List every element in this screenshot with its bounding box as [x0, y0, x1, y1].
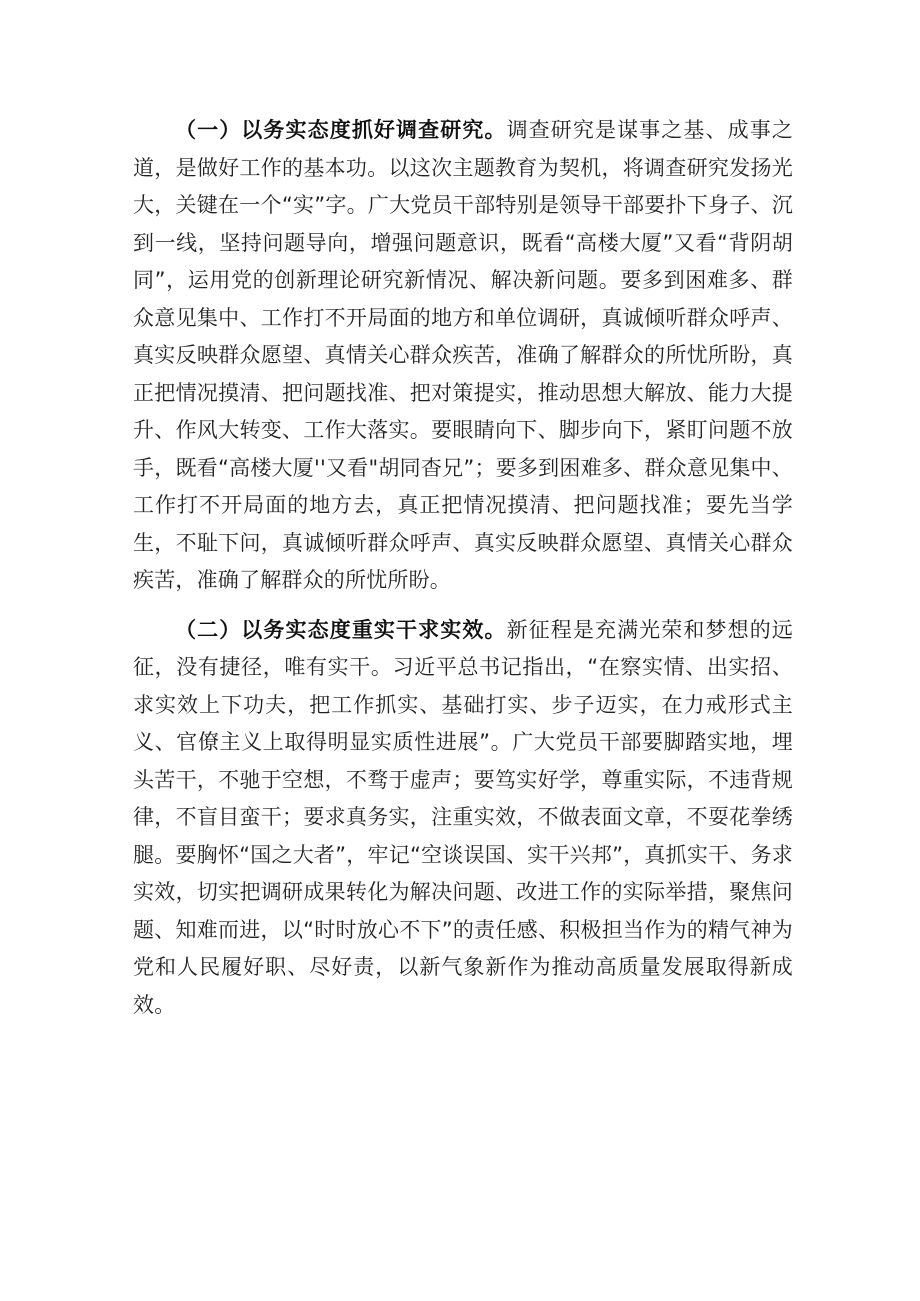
paragraph-section-1 — [133, 112, 793, 600]
document-body — [133, 112, 793, 1024]
section-body: 调查研究是谋事之基、成事之道，是做好工作的基本功。以这次主题教育为契机，将调查研究发扬光大，关键在一个“实”字。广大党员干部特别是领导干部要扑下身子、沉到一线，坚持问题导向，增强问题意识，既看“高楼大厦”又看“背阴胡同”，运用党的创新理论研究新情况、解决新问题。要多到困难多、群众意见集中、工作打不开局面的地方和单位调研，真诚倾听群众呼声、真实反映群众愿望、真情关心群众疾苦，准确了解群众的所忧所盼，真正把情况摸清、把问题找准、把对策提实，推动思想大解放、能力大提升、作风大转变、工作大落实。要眼睛向下、脚步向下，紧盯问题不放手，既看“高楼大厦''又看"胡同杳兄”；要多到困难多、群众意见集中、工作打不开局面的地方去，真正把情况摸清、把问题找准；要先当学生，不耻下问，真诚倾听群众呼声、真实反映群众愿望、真情关心群众疾苦，准确了解群众的所忧所盼。 — [133, 118, 794, 592]
section-body: 新征程是充满光荣和梦想的远征，没有捷径，唯有实干。习近平总书记指出，“在察实情、出实招、求实效上下功夫，把工作抓实、基础打实、步子迈实，在力戒形式主义、官僚主义上取得明显实质性进展”。广大党员干部要脚踏实地，埋头苦干，不驰于空想，不骛于虚声；要笃实好学，尊重实际，不违背规律，不盲目蛮干；要求真务实，注重实效，不做表面文章，不耍花拳绣腿。要胸怀“国之大者”，牢记“空谈误国、实干兴邦”，真抓实干、务求实效，切实把调研成果转化为解决问题、改进工作的实际举措，聚焦问题、知难而进，以“时时放心不下”的责任感、积极担当作为的精气神为党和人民履好职、尽好责，以新气象新作为推动高质量发展取得新成效。 — [133, 617, 794, 1017]
paragraph-section-2 — [133, 612, 793, 1025]
section-heading: （二）以务实态度重实干求实效。 — [175, 617, 507, 642]
section-heading: （一）以务实态度抓好调查研究。 — [175, 118, 507, 142]
